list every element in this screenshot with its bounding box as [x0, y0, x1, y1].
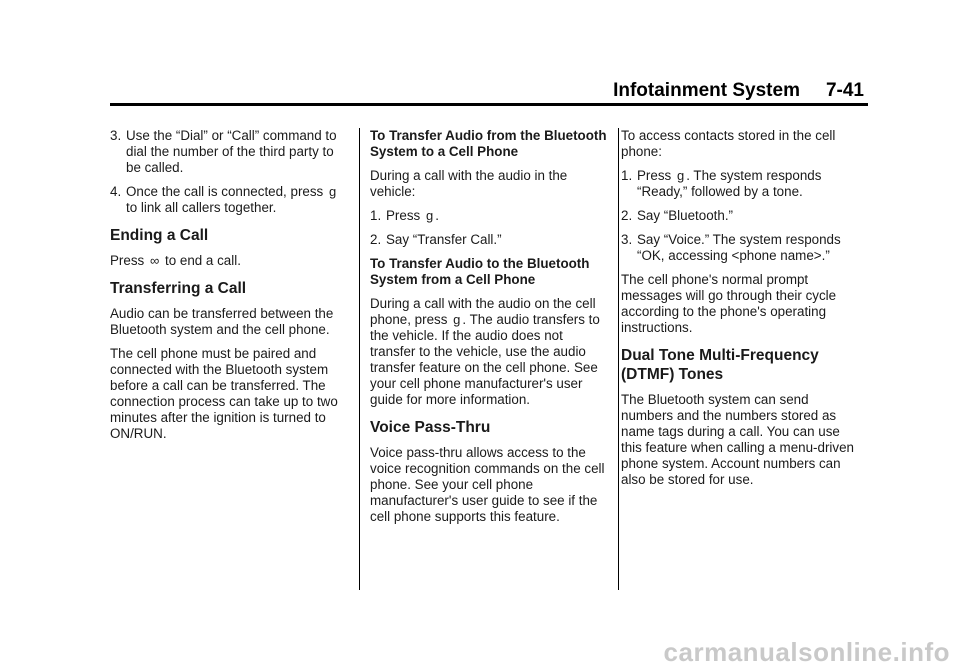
paragraph: The cell phone's normal prompt messages will go through their cycle according to the phone's operating instructions.: [621, 272, 837, 335]
push-to-talk-icon: ɡ: [453, 312, 461, 327]
list-number: 4.: [110, 184, 122, 199]
list-text: Say “Transfer Call.”: [386, 232, 502, 247]
list-item: [370, 208, 610, 224]
end-call-icon: ∞: [149, 253, 160, 268]
list-item: [370, 232, 610, 248]
heading-transferring-call: Transferring a Call: [110, 280, 247, 297]
list-text-part: to link all callers together.: [126, 200, 277, 215]
list-number: 1.: [621, 168, 633, 183]
list-text: [126, 184, 350, 216]
page-number: 7-41: [825, 80, 864, 101]
subheading: To Transfer Audio from the Bluetooth System to a Cell Phone: [370, 128, 607, 159]
list-text: [637, 168, 861, 200]
heading-voice-pass-thru: Voice Pass-Thru: [370, 419, 491, 436]
watermark: carmanualsonline.info: [663, 637, 950, 667]
section-title: Infotainment System: [613, 80, 800, 101]
list-number: 3.: [110, 128, 122, 143]
paragraph: The Bluetooth system can send numbers and the numbers stored as name tags during a call. You can use this feature when calling a menu-driven phone system. Account numbers can also be stored for use.: [621, 392, 854, 487]
list-text: Say “Bluetooth.”: [637, 208, 734, 223]
heading-ending-call: Ending a Call: [110, 227, 209, 244]
text-part: to end a call.: [164, 253, 241, 268]
column-divider: [359, 128, 360, 590]
column-divider: [618, 128, 619, 590]
column-2: [370, 128, 610, 533]
paragraph: Voice pass-thru allows access to the voice recognition commands on the cell phone. See your cell phone manufacturer's user guide to see if the cell phone supports this feature.: [370, 445, 605, 524]
list-number: 2.: [621, 208, 633, 223]
list-text: Use the “Dial” or “Call” command to dial the number of the third party to be called.: [126, 128, 337, 175]
list-text-part: Once the call is connected, press: [126, 184, 324, 199]
text-part: Press: [637, 168, 672, 183]
paragraph: During a call with the audio in the vehicle:: [370, 168, 568, 199]
text-part: . The audio transfers to the vehicle. If the audio does not transfer to the vehicle, use the audio transfer feature on the cell phone. See your cell phone manufacturer's user guide for more information.: [370, 312, 600, 407]
text-part: During a call with the audio on the cell phone, press: [370, 296, 596, 327]
column-1: [110, 128, 350, 450]
list-item: [621, 232, 861, 264]
list-number: 3.: [621, 232, 633, 247]
subheading: To Transfer Audio to the Bluetooth System from a Cell Phone: [370, 256, 590, 287]
list-item: [110, 128, 350, 176]
text-part: .: [435, 208, 439, 223]
list-item: [110, 184, 350, 216]
text-part: Press: [110, 253, 145, 268]
paragraph: The cell phone must be paired and connected with the Bluetooth system before a call can be transferred. The connection process can take up to two minutes after the ignition is turned to ON/RUN.: [110, 346, 338, 441]
list-text: Say “Voice.” The system responds “OK, accessing <phone name>.”: [637, 232, 841, 263]
push-to-talk-icon: ɡ: [328, 184, 337, 199]
header-rule: [110, 103, 868, 106]
list-item: [621, 168, 861, 200]
heading-dtmf-tones: Dual Tone Multi-Frequency (DTMF) Tones: [621, 347, 819, 383]
list-text: [386, 208, 610, 224]
list-number: 1.: [370, 208, 382, 223]
push-to-talk-icon: ɡ: [425, 208, 434, 223]
list-item: [621, 208, 861, 224]
push-to-talk-icon: ɡ: [676, 168, 685, 183]
paragraph: To access contacts stored in the cell phone:: [621, 128, 836, 159]
paragraph: [110, 253, 350, 269]
paragraph: Audio can be transferred between the Bluetooth system and the cell phone.: [110, 306, 334, 337]
page-header: [613, 80, 864, 102]
paragraph: [370, 296, 610, 408]
column-3: [621, 128, 861, 496]
text-part: Press: [386, 208, 421, 223]
list-number: 2.: [370, 232, 382, 247]
text-part: . The system responds “Ready,” followed by a tone.: [637, 168, 822, 199]
